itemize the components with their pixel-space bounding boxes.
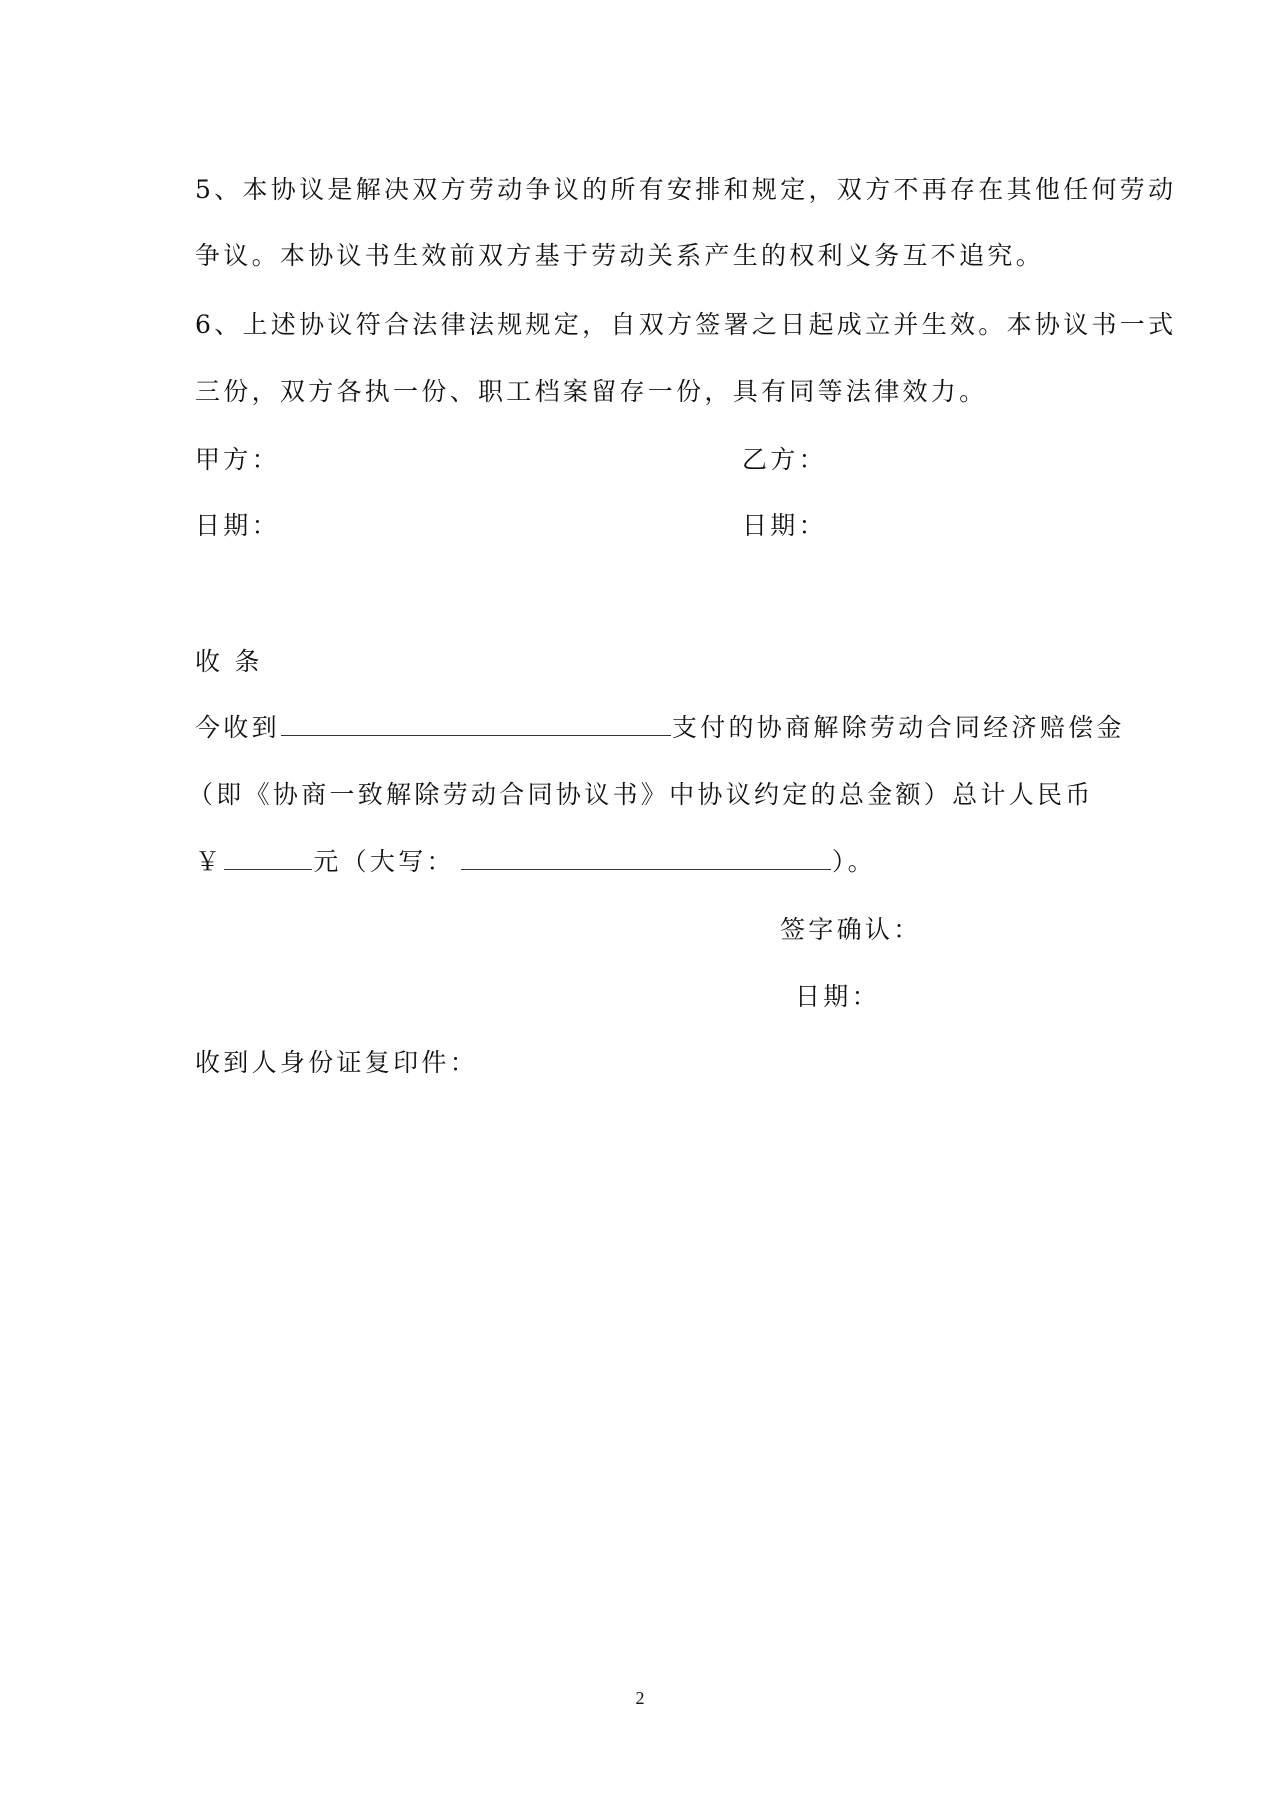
payer-blank-field[interactable] [281, 711, 671, 736]
receipt-title: 收 条 [195, 647, 263, 676]
receipt-date-label: 日期： [795, 982, 880, 1011]
clause-5-line-2: 争议。本协议书生效前双方基于劳动关系产生的权利义务互不追究。 [195, 241, 1045, 270]
amount-blank-field[interactable] [224, 845, 312, 870]
receipt-line-1-prefix: 今收到 [195, 713, 280, 742]
id-copy-label: 收到人身份证复印件： [195, 1048, 479, 1077]
party-b-date-label: 日期： [742, 511, 827, 540]
clause-6-line-2: 三份，双方各执一份、职工档案留存一份，具有同等法律效力。 [195, 377, 988, 406]
receipt-line-1 [195, 711, 1125, 745]
amount-in-words-blank-field[interactable] [461, 845, 831, 870]
receipt-sign-label: 签字确认： [780, 915, 922, 944]
receipt-line-3-end: ）。 [831, 847, 876, 876]
amount-unit-label: 元（大写： [313, 847, 455, 876]
clause-6-line-1: 6、上述协议符合法律法规规定，自双方签署之日起成立并生效。本协议书一式 [195, 310, 1177, 339]
currency-symbol: ￥ [195, 847, 224, 876]
party-a-label: 甲方： [195, 445, 280, 474]
receipt-line-1-suffix: 支付的协商解除劳动合同经济赔偿金 [671, 713, 1125, 742]
receipt-line-2: （即《协商一致解除劳动合同协议书》中协议约定的总金额）总计人民币 [188, 780, 1094, 809]
clause-5-line-1: 5、本协议是解决双方劳动争议的所有安排和规定，双方不再存在其他任何劳动 [195, 175, 1177, 204]
receipt-line-3 [195, 845, 876, 879]
party-a-date-label: 日期： [195, 511, 280, 540]
party-b-label: 乙方： [742, 445, 827, 474]
page-number: 2 [635, 1688, 645, 1708]
